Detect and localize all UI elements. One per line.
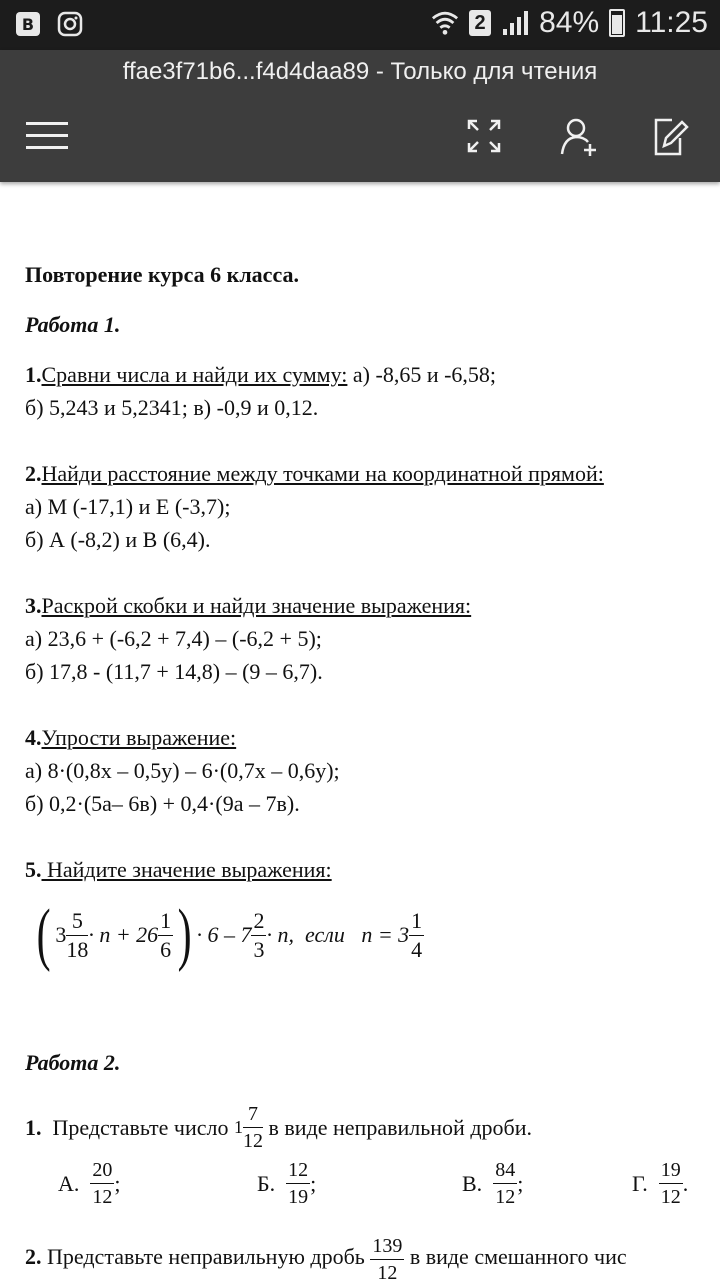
document-body — [25, 258, 720, 886]
fraction: $\frac{19}{12}$ — [660, 1159, 681, 1208]
battery-percent: 84% — [539, 6, 600, 39]
task4-a: а) 8·(0,8х – 0,5у) – 6·(0,7х – 0,6у); — [25, 758, 340, 783]
task3-b: б) 17,8 - (11,7 + 14,8) – (9 – 6,7). — [25, 659, 323, 684]
task2-a: а) М (-17,1) и Е (-3,7); — [25, 494, 231, 519]
task5-line1: 5. Найдите значение выражения: — [25, 857, 332, 882]
fraction: $\frac{1}{6}$ — [160, 907, 172, 962]
share-person-icon[interactable] — [560, 116, 600, 156]
battery-icon — [609, 9, 625, 37]
work1-title: Работа 1. — [25, 312, 121, 337]
left-paren: ( — [36, 896, 51, 973]
sim-2-icon: 2 — [469, 10, 491, 36]
task4-b: б) 0,2·(5а– 6в) + 0,4·(9а – 7в). — [25, 791, 300, 816]
task2-statement: Найди расстояние между точками на координатной прямой: — [41, 461, 604, 486]
fraction: $\frac{84}{12}$ — [495, 1159, 516, 1208]
right-paren: ) — [177, 896, 192, 973]
task4-statement: Упрости выражение: — [41, 725, 237, 750]
task1-line1: 1.Сравни числа и найди их сумму: а) -8,65 и -6,58; — [25, 362, 497, 387]
option-v[interactable]: В. $\frac{84}{12}$ ; — [462, 1159, 524, 1208]
fraction: $\frac{139}{12}$ — [372, 1236, 403, 1280]
task2-line1: 2.Найди расстояние между точками на координатной прямой: — [25, 461, 604, 486]
fraction: $\frac{20}{12}$ — [92, 1159, 113, 1208]
clock: 11:25 — [635, 6, 708, 39]
fullscreen-icon[interactable] — [464, 116, 504, 156]
signal-icon — [501, 9, 529, 37]
fraction: $\frac{1}{4}$ — [411, 907, 423, 962]
task1-statement: Сравни числа и найди их сумму: — [41, 362, 348, 387]
task2-b: б) А (-8,2) и В (6,4). — [25, 527, 211, 552]
work2-task1: 1. Представьте число 1 $\frac{7}{12}$ в виде неправильной дроби. — [25, 1103, 532, 1152]
option-b[interactable]: Б. $\frac{12}{19}$ ; — [257, 1159, 317, 1208]
task4-line1: 4.Упрости выражение: — [25, 725, 237, 750]
fraction: $\frac{12}{19}$ — [288, 1159, 309, 1208]
task5-statement: Найдите значение выражения: — [41, 857, 332, 882]
vk-icon — [14, 10, 42, 38]
task1-line2: б) 5,243 и 5,2341; в) -0,9 и 0,12. — [25, 395, 319, 420]
task3-statement: Раскрой скобки и найди значение выражения: — [41, 593, 472, 618]
edit-icon[interactable] — [650, 116, 690, 156]
fraction: $\frac{7}{12}$ — [243, 1103, 264, 1152]
instagram-icon — [56, 10, 84, 38]
menu-button[interactable] — [26, 122, 68, 150]
document-heading: Повторение курса 6 класса. — [25, 262, 299, 287]
work2-title: Работа 2. — [25, 1050, 121, 1075]
wifi-icon — [431, 9, 459, 37]
status-bar — [0, 0, 720, 50]
task5-formula: ( 3 $\frac{5}{18}$ · n + 26 $\frac{1}{6}$ ) · 6 – 7 $\frac{2}{3}$ · n, если n = 3 $\frac{1}{4}$ — [36, 896, 423, 973]
app-bar — [0, 50, 720, 182]
fraction: $\frac{2}{3}$ — [253, 907, 265, 962]
svg-text:B: B — [21, 15, 35, 34]
option-a[interactable]: А. $\frac{20}{12}$ ; — [58, 1159, 121, 1208]
option-g[interactable]: Г. $\frac{19}{12}$ . — [632, 1159, 689, 1208]
task3-a: а) 23,6 + (-6,2 + 7,4) – (-6,2 + 5); — [25, 626, 322, 651]
task3-line1: 3.Раскрой скобки и найди значение выражения: — [25, 593, 472, 618]
work2-task2: 2. Представьте неправильную дробь $\frac{139}{12}$ в виде смешанного чис — [25, 1236, 720, 1280]
fraction: $\frac{5}{18}$ — [66, 907, 89, 962]
document-title: ffae3f71b6...f4d4daa89 - Только для чтения — [122, 58, 598, 85]
